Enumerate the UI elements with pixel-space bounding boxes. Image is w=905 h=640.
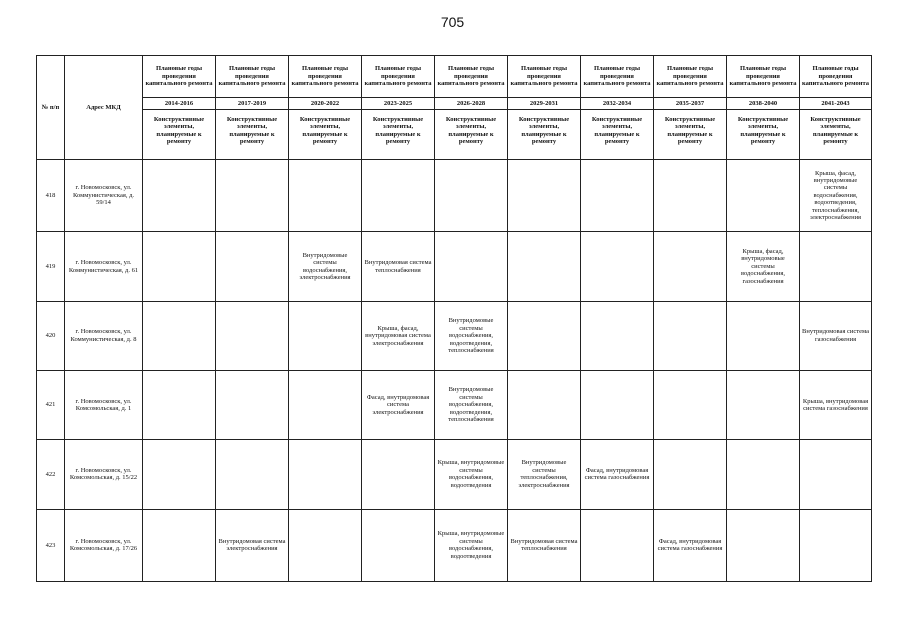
table-row xyxy=(37,440,872,509)
period-title: Плановые годы проведения капитального ремонта xyxy=(508,56,581,98)
element-cell xyxy=(289,160,362,232)
period-years: 2029-2031 xyxy=(508,98,581,110)
address-header: Адрес МКД xyxy=(65,56,143,160)
element-cell xyxy=(727,301,800,370)
row-number: 423 xyxy=(37,509,65,581)
period-years: 2014-2016 xyxy=(143,98,216,110)
period-years: 2032-2034 xyxy=(581,98,654,110)
element-cell: Внутридомовая система электроснабжения xyxy=(216,509,289,581)
period-subtitle: Конструктивные элементы, планируемые к ремонту xyxy=(216,110,289,160)
num-header: № п/п xyxy=(37,56,65,160)
table-row xyxy=(37,301,872,370)
table-row xyxy=(37,160,872,232)
element-cell xyxy=(654,301,727,370)
period-years: 2041-2043 xyxy=(800,98,872,110)
element-cell xyxy=(216,440,289,509)
element-cell: Фасад, внутридомовая система газоснабжения xyxy=(581,440,654,509)
row-address: г. Новомосковск, ул. Коммунистическая, д. 8 xyxy=(65,301,143,370)
period-subtitle: Конструктивные элементы, планируемые к ремонту xyxy=(800,110,872,160)
element-cell xyxy=(800,509,872,581)
element-cell: Крыша, внутридомовые системы водоснабжения, водоотведения xyxy=(435,509,508,581)
row-number: 422 xyxy=(37,440,65,509)
element-cell: Внутридомовая система теплоснабжения xyxy=(362,232,435,301)
period-title: Плановые годы проведения капитального ремонта xyxy=(143,56,216,98)
element-cell xyxy=(508,232,581,301)
element-cell xyxy=(216,370,289,439)
element-cell xyxy=(581,232,654,301)
period-title: Плановые годы проведения капитального ремонта xyxy=(289,56,362,98)
element-cell xyxy=(289,440,362,509)
period-title: Плановые годы проведения капитального ремонта xyxy=(216,56,289,98)
element-cell xyxy=(143,440,216,509)
element-cell: Крыша, внутридомовые системы водоснабжения, водоотведения xyxy=(435,440,508,509)
row-number: 418 xyxy=(37,160,65,232)
period-years: 2038-2040 xyxy=(727,98,800,110)
element-cell: Крыша, фасад, внутридомовые системы водоснабжения, водоотведения, теплоснабжения, электроснабжения xyxy=(800,160,872,232)
period-title: Плановые годы проведения капитального ремонта xyxy=(800,56,872,98)
period-title: Плановые годы проведения капитального ремонта xyxy=(654,56,727,98)
element-cell xyxy=(143,232,216,301)
header-row-titles xyxy=(37,56,872,98)
element-cell xyxy=(800,440,872,509)
element-cell xyxy=(216,232,289,301)
element-cell xyxy=(581,509,654,581)
period-years: 2035-2037 xyxy=(654,98,727,110)
period-subtitle: Конструктивные элементы, планируемые к ремонту xyxy=(508,110,581,160)
element-cell xyxy=(143,370,216,439)
table-body xyxy=(37,160,872,582)
element-cell: Внутридомовые системы теплоснабжения, электроснабжения xyxy=(508,440,581,509)
element-cell: Внутридомовая система теплоснабжения xyxy=(508,509,581,581)
period-title: Плановые годы проведения капитального ремонта xyxy=(727,56,800,98)
element-cell xyxy=(581,370,654,439)
period-subtitle: Конструктивные элементы, планируемые к ремонту xyxy=(143,110,216,160)
element-cell: Крыша, фасад, внутридомовые системы водоснабжения, газоснабжения xyxy=(727,232,800,301)
period-subtitle: Конструктивные элементы, планируемые к ремонту xyxy=(654,110,727,160)
element-cell xyxy=(435,160,508,232)
page-number: 705 xyxy=(440,14,465,30)
row-address: г. Новомосковск, ул. Комсомольская, д. 1 xyxy=(65,370,143,439)
period-subtitle: Конструктивные элементы, планируемые к ремонту xyxy=(289,110,362,160)
element-cell: Фасад, внутридомовая система газоснабжения xyxy=(654,509,727,581)
element-cell: Внутридомовые системы водоснабжения, электроснабжения xyxy=(289,232,362,301)
period-subtitle: Конструктивные элементы, планируемые к ремонту xyxy=(581,110,654,160)
element-cell xyxy=(654,440,727,509)
element-cell xyxy=(581,160,654,232)
period-title: Плановые годы проведения капитального ремонта xyxy=(435,56,508,98)
element-cell xyxy=(727,370,800,439)
table-row xyxy=(37,370,872,439)
element-cell xyxy=(362,440,435,509)
period-subtitle: Конструктивные элементы, планируемые к ремонту xyxy=(727,110,800,160)
period-years: 2017-2019 xyxy=(216,98,289,110)
element-cell xyxy=(216,160,289,232)
element-cell xyxy=(143,509,216,581)
element-cell xyxy=(508,160,581,232)
capital-repair-plan-table xyxy=(36,55,872,582)
period-years: 2026-2028 xyxy=(435,98,508,110)
element-cell: Внутридомовые системы водоснабжения, водоотведения, теплоснабжения xyxy=(435,301,508,370)
element-cell xyxy=(727,160,800,232)
element-cell xyxy=(362,160,435,232)
element-cell xyxy=(289,301,362,370)
element-cell xyxy=(362,509,435,581)
element-cell xyxy=(727,509,800,581)
row-address: г. Новомосковск, ул. Комсомольская, д. 15/22 xyxy=(65,440,143,509)
element-cell: Крыша, внутридомовая система газоснабжения xyxy=(800,370,872,439)
period-subtitle: Конструктивные элементы, планируемые к ремонту xyxy=(362,110,435,160)
header-row-subtitles xyxy=(37,110,872,160)
element-cell xyxy=(654,232,727,301)
element-cell xyxy=(216,301,289,370)
element-cell xyxy=(581,301,654,370)
period-years: 2020-2022 xyxy=(289,98,362,110)
table-row xyxy=(37,232,872,301)
element-cell xyxy=(143,160,216,232)
header-row-years xyxy=(37,98,872,110)
element-cell xyxy=(654,370,727,439)
element-cell xyxy=(508,301,581,370)
row-number: 420 xyxy=(37,301,65,370)
period-title: Плановые годы проведения капитального ремонта xyxy=(581,56,654,98)
element-cell xyxy=(508,370,581,439)
element-cell: Внутридомовые системы водоснабжения, водоотведения, теплоснабжения xyxy=(435,370,508,439)
element-cell xyxy=(143,301,216,370)
row-address: г. Новомосковск, ул. Коммунистическая, д. 59/14 xyxy=(65,160,143,232)
row-address: г. Новомосковск, ул. Комсомольская, д. 17/26 xyxy=(65,509,143,581)
row-number: 419 xyxy=(37,232,65,301)
element-cell xyxy=(289,370,362,439)
element-cell: Внутридомовая система газоснабжения xyxy=(800,301,872,370)
period-title: Плановые годы проведения капитального ремонта xyxy=(362,56,435,98)
period-years: 2023-2025 xyxy=(362,98,435,110)
row-number: 421 xyxy=(37,370,65,439)
element-cell xyxy=(289,509,362,581)
element-cell: Крыша, фасад, внутридомовая система электроснабжения xyxy=(362,301,435,370)
element-cell: Фасад, внутридомовая система электроснабжения xyxy=(362,370,435,439)
element-cell xyxy=(654,160,727,232)
element-cell xyxy=(435,232,508,301)
row-address: г. Новомосковск, ул. Коммунистическая, д. 61 xyxy=(65,232,143,301)
element-cell xyxy=(800,232,872,301)
period-subtitle: Конструктивные элементы, планируемые к ремонту xyxy=(435,110,508,160)
table-row xyxy=(37,509,872,581)
element-cell xyxy=(727,440,800,509)
table-header xyxy=(37,56,872,160)
